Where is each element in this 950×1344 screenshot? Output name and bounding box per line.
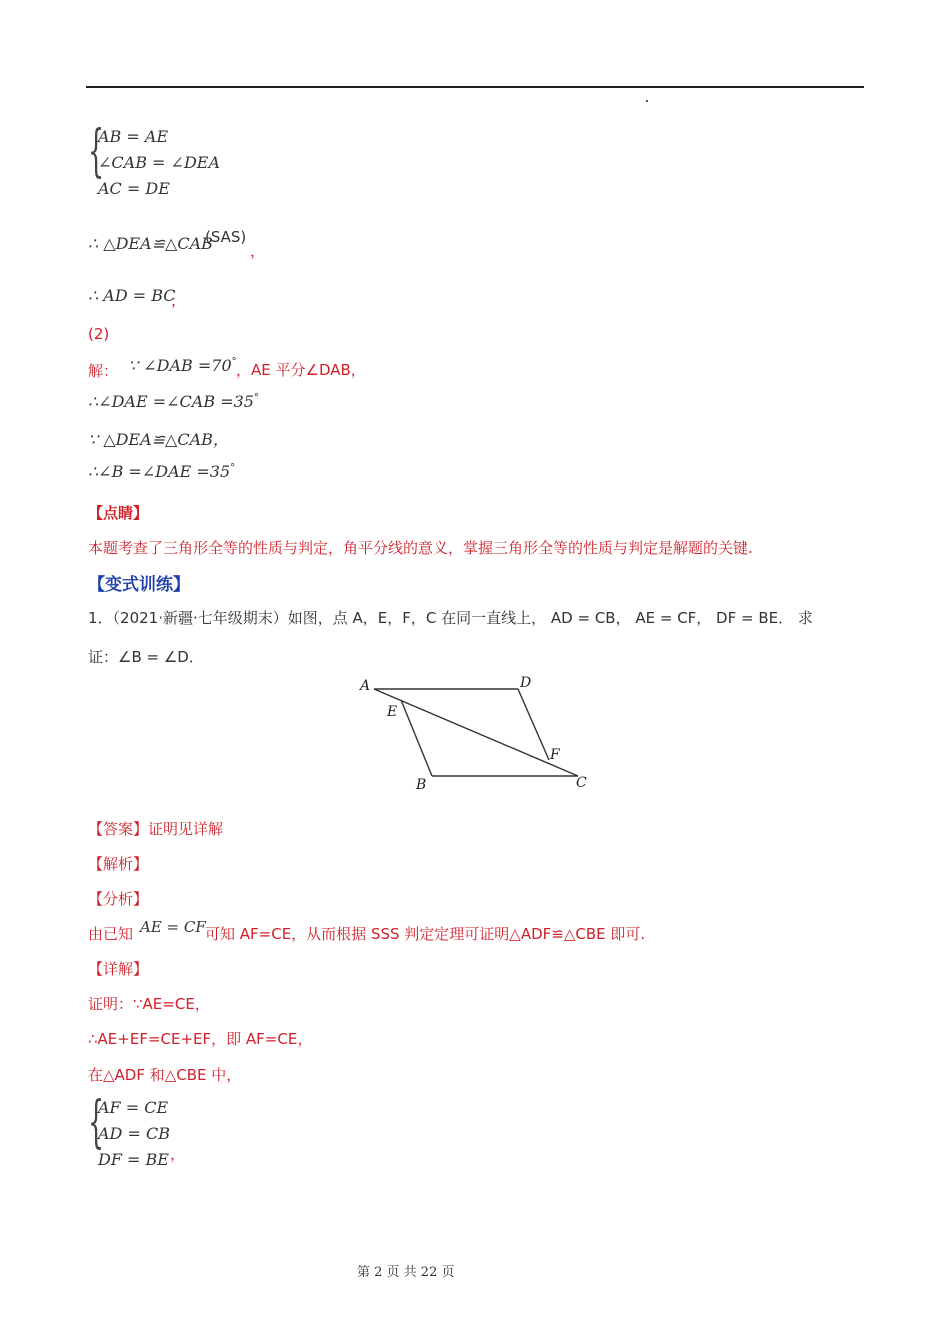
detail-label: 【详解】 [88,960,149,978]
fenxi-label: 【分析】 [88,890,149,908]
step-congruent: ∴ △DEA≌△CAB [88,234,213,253]
fenxi-post: 可知 AF=CE，从而根据 SSS 判定定理可证明△ADF≌△CBE 即可. [205,925,646,943]
solution-b: ∴∠B =∠DAE =35° [88,462,236,481]
solution-dae: ∴∠DAE =∠CAB =35° [88,392,259,411]
variation-title: 【变式训练】 [88,575,190,595]
analysis-label: 【解析】 [88,855,149,873]
segment-df [518,689,549,760]
problem-line1: 1．（2021·新疆·七年级期末）如图，点 A，E，F，C 在同一直线上， AD = CB， AE = CF， DF = BE． 求 [88,609,813,627]
system2-line1: AF = CE [98,1098,169,1117]
proof-line3: 在△ADF 和△CBE 中， [88,1066,242,1084]
step-congruent-reason: (SAS) [205,228,247,246]
step-semicolon: ； [170,292,186,310]
solution-label: 解： [88,362,119,380]
system2-brace: { [88,1090,105,1155]
header-dot [646,100,648,102]
proof-line2: ∴AE+EF=CE+EF，即 AF=CE， [88,1030,313,1048]
answer-row [88,818,223,839]
dianjing-label: 【点睛】 [88,504,149,522]
step-ad-bc: ∴ AD = BC [88,286,176,305]
part2-label: (2) [88,325,110,343]
solution-given-cont: ，AE 平分∠DAB， [236,361,366,379]
label-f: F [550,747,560,763]
answer-text: 证明见详解 [148,820,224,838]
system-brace: { [88,119,105,184]
label-c: C [576,775,587,791]
label-e: E [387,704,398,720]
label-b: B [416,777,427,793]
step-comma: ， [250,242,266,260]
problem-line2: 证：∠B = ∠D． [88,648,204,666]
header-rule [86,86,864,88]
system2-line2: AD = CB [98,1124,170,1143]
solution-congruent: ∵ △DEA≌△CAB， [88,430,229,449]
answer-label: 【答案】 [88,820,149,838]
system1-line3: AC = DE [98,179,170,198]
fenxi-pre: 由已知 [88,925,134,943]
label-d: D [520,675,532,691]
system1-line1: AB = AE [98,127,169,146]
dianjing-text: 本题考查了三角形全等的性质与判定，角平分线的意义，掌握三角形全等的性质与判定是解题的关键. [88,539,753,557]
page-footer: 第 2 页 共 22 页 [357,1265,455,1280]
fenxi-math: AE = CF [140,918,206,936]
solution-given: ∵ ∠DAB =70° [128,356,237,375]
system1-line2: ∠CAB = ∠DEA [98,153,221,172]
proof-line1: 证明：∵AE=CE， [88,995,210,1013]
geometry-figure [350,668,600,798]
label-a: A [360,678,371,694]
segment-ac [374,689,578,776]
system2-line3: DF = BE [98,1150,169,1169]
system2-comma: ， [170,1145,186,1163]
